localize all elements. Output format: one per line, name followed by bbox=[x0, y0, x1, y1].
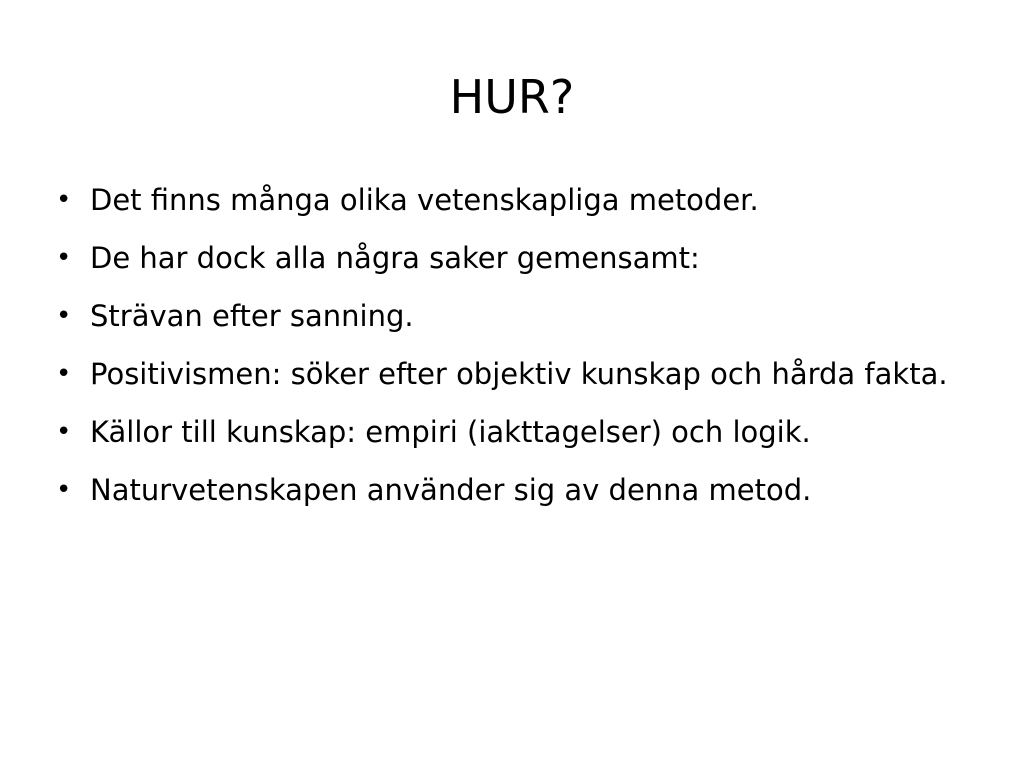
list-item bbox=[56, 412, 976, 452]
bullet-dot-icon: • bbox=[56, 417, 72, 447]
list-item bbox=[56, 238, 976, 278]
slide-title: HUR? bbox=[449, 70, 575, 124]
list-item bbox=[56, 470, 976, 510]
bullet-dot-icon: • bbox=[56, 475, 72, 505]
list-item bbox=[56, 354, 976, 394]
bullet-list bbox=[56, 180, 976, 528]
list-item bbox=[56, 180, 976, 220]
bullet-text: Det finns många olika vetenskapliga metoder. bbox=[90, 183, 759, 217]
bullet-text: Strävan efter sanning. bbox=[90, 299, 414, 333]
bullet-dot-icon: • bbox=[56, 359, 72, 389]
list-item bbox=[56, 296, 976, 336]
bullet-text: Naturvetenskapen använder sig av denna metod. bbox=[90, 473, 812, 507]
bullet-text: Källor till kunskap: empiri (iakttagelser) och logik. bbox=[90, 415, 811, 449]
bullet-dot-icon: • bbox=[56, 243, 72, 273]
bullet-text: Positivismen: söker efter objektiv kunskap och hårda fakta. bbox=[90, 357, 948, 391]
bullet-text: De har dock alla några saker gemensamt: bbox=[90, 241, 700, 275]
bullet-dot-icon: • bbox=[56, 301, 72, 331]
bullet-dot-icon: • bbox=[56, 185, 72, 215]
